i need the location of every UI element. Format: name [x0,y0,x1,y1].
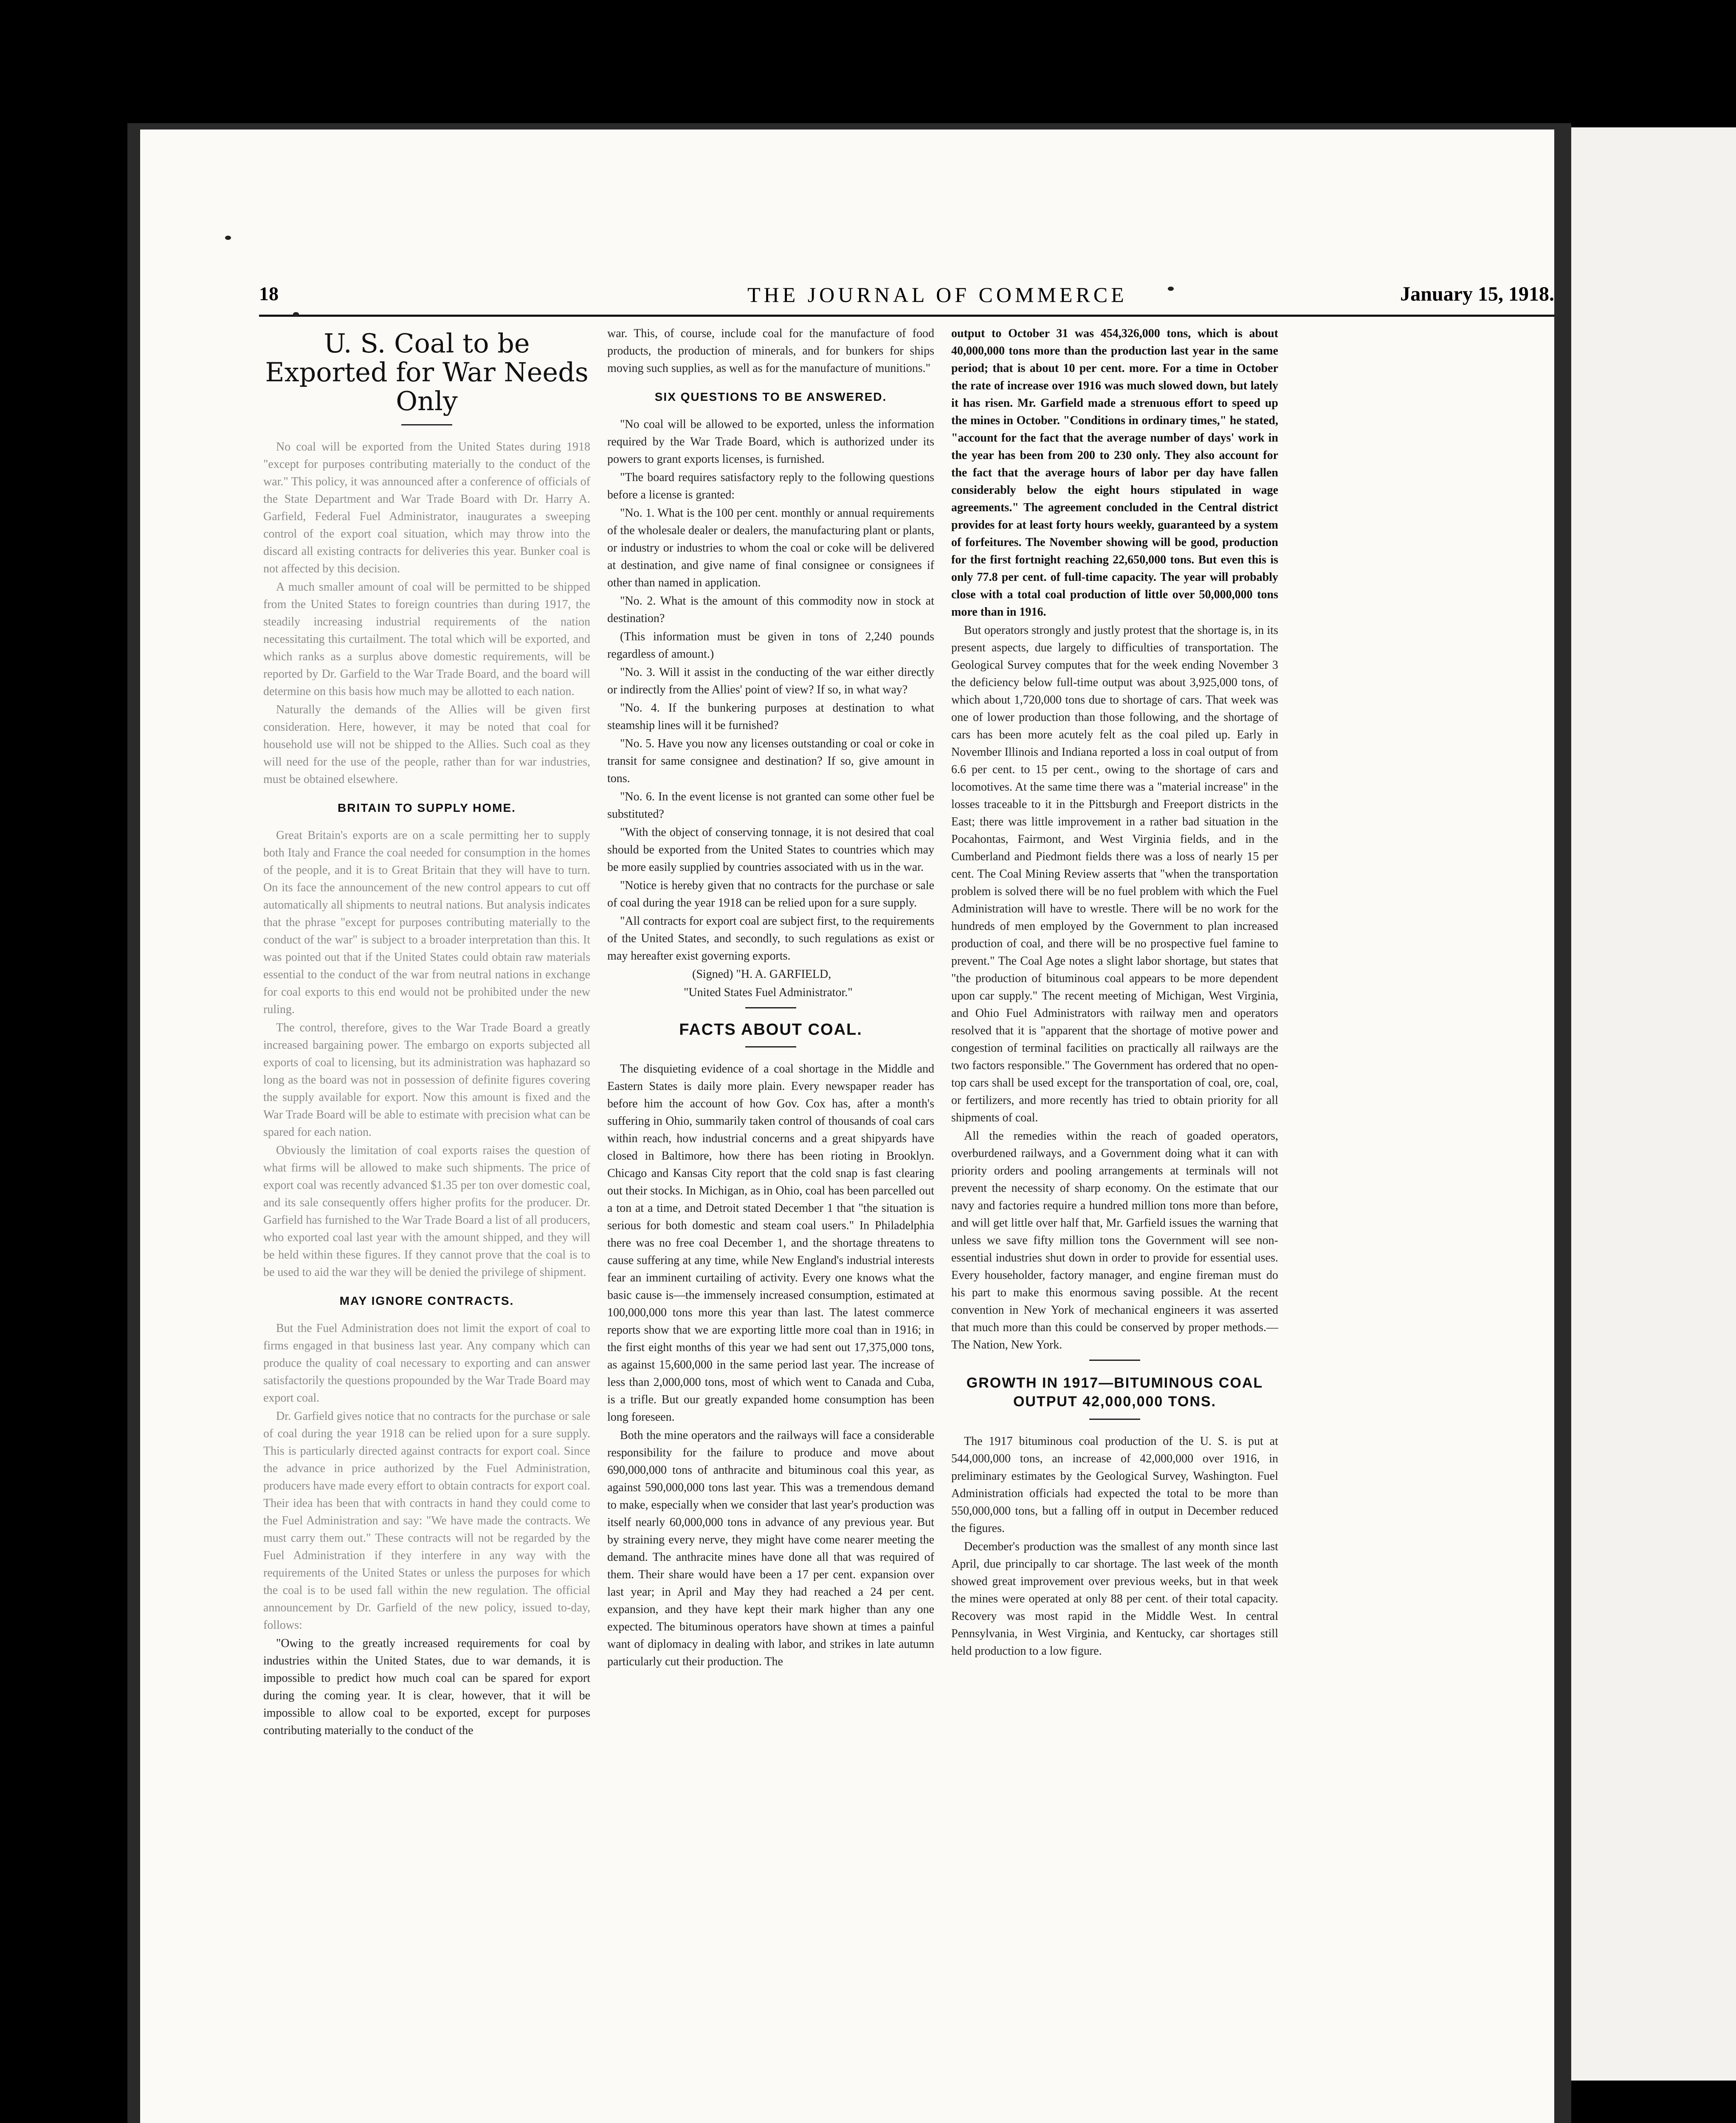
article-headline: FACTS ABOUT COAL. [679,1021,862,1039]
article-body [607,1060,934,1670]
paragraph: No coal will be exported from the United States during 1918 "except for purposes contributing materially to the conduct of the war." This policy, it was announced after a conference of officials of the State Department and War Trade Board with Dr. Harry A. Garfield, Federal Fuel Administrator, inaugurates a sweeping control of the export coal situation, which may throw into the discard all existing contracts for deliveries this year. Bunker coal is not affected by this decision. [263,440,590,575]
paragraph: "Notice is hereby given that no contracts for the purchase or sale of coal during the year 1918 can be relied upon for a sure supply. [607,879,934,909]
newspaper-page [140,130,1554,2123]
paragraph: "No. 2. What is the amount of this commodity now in stock at destination? [607,594,934,625]
signature: (Signed) "H. A. GARFIELD, [692,968,831,981]
paragraph: Both the mine operators and the railways will face a considerable responsibility for the failure to produce and move about 690,000,000 tons of anthracite and bituminous coal this year, as against 590,000,000 tons last year. This was a tremendous demand to make, especially when we consider that last year's production was itself nearly 60,000,000 tons in advance of any previous year. But by straining every nerve, they might have come nearer meeting the demand. The anthracite mines have done all that was required of them. Their share would have been a 17 per cent. expansion over last year; in April and May they had reached a 24 per cent. expansion, and they have kept their mark higher than any one expected. The bituminous operators have shown at times a painful want of diplomacy in dealing with labor, and strikes in late autumn particularly cut their production. The [607,1429,934,1668]
headline-rule [401,424,452,425]
paragraph: "No. 3. Will it assist in the conducting of the war either directly or indirectly from the Allies' point of view? If so, in what way? [607,666,934,696]
paragraph: December's production was the smallest of any month since last April, due principally to car shortage. The last week of the month showed great improvement over previous weeks, but in that week the mines were operated at only 88 per cent. of their total capacity. Recovery was most rapid in the Middle West. In central Pennsylvania, in West Virginia, and Kentucky, car shortages still held production to a low figure. [951,1540,1278,1658]
paragraph: (This information must be given in tons of 2,240 pounds regardless of amount.) [607,630,934,661]
dust-speck [293,312,299,316]
masthead: THE JOURNAL OF COMMERCE [747,283,1127,307]
paragraph: "No. 1. What is the 100 per cent. monthly or annual requirements of the wholesale dealer or dealers, the manufacturing plant or plants, or industry or industries to whom the coal or coke will be delivered at destination, and give name of final consignee or consignees if other than named in application. [607,507,934,589]
paragraph: But the Fuel Administration does not limit the export of coal to firms engaged in that business last year. Any company which can produce the quality of coal necessary to exporting and can answer satisfactorily the questions propounded by the War Trade Board may export coal. [263,1322,590,1405]
headline-rule [745,1046,796,1047]
article-body [263,1320,590,1739]
article-body [951,1433,1278,1660]
header-rule [259,315,1554,317]
dust-speck [1168,287,1174,291]
paragraph: A much smaller amount of coal will be permitted to be shipped from the United States to foreign countries than during 1917, the steadily increasing industrial requirements of the nation necessitating this curtailment. The total which will be exported, and which ranks as a surplus above domestic requirements, will be reported by Dr. Garfield to the War Trade Board, and the board will determine on this basis how much may be allotted to each nation. [263,580,590,698]
paragraph: But operators strongly and justly protest that the shortage is, in its present aspects, due largely to difficulties of transportation. The Geological Survey computes that for the week ending November 3 the deficiency below full-time output was about 3,925,000 tons, of which about 1,720,000 tons due to shortage of cars. That week was one of lower production than those following, and the shortage of cars has been more acutely felt as the coal piled up. Early in November Illinois and Indiana reported a loss in coal output of from 6.6 per cent. to 15 per cent., owing to the shortage of cars and locomotives. At the same time there was a "material increase" in the losses traceable to it in the Pittsburgh and Freeport districts in the East; there was little improvement in a rather bad situation in the Pocahontas, Fairmont, and West Virginia fields, and in the Cumberland and Piedmont fields there was a loss of nearly 15 per cent. The Coal Mining Review asserts that "when the transportation problem is solved there will be no fuel problem with which the Fuel Administration will have to wrestle. There will be no work for the hundreds of men employed by the Government to plan increased production of coal, and there will be no prospective fuel famine to prevent." The Coal Age notes a slight labor shortage, but states that "the production of bituminous coal appears to be more dependent upon car supply." The recent meeting of Michigan, West Virginia, and Ohio Fuel Administrators with railway men and operators resolved that it is "apparent that the shortage of motive power and congestion of terminal facilities on practically all railways are the two factors responsible." The Government has ordered that no open-top cars shall be used except for the transportation of coal, ore, coal, or fertilizers, and more recently has tried to obtain priority for all shipments of coal. [951,624,1278,1124]
article-body [951,325,1278,621]
article-body [263,438,590,788]
paragraph: Great Britain's exports are on a scale permitting her to supply both Italy and France the coal needed for consumption in the homes of the people, and it is to Great Britain that they will have to turn. On its face the announcement of the new control appears to cut off automatically all shipments to neutral nations. But analysis indicates that the phrase "except for purposes contributing materially to the conduct of the war" is subject to a broader interpretation than this. It was pointed out that if the United States could obtain raw materials essential to the conduct of the war from neutral nations in exchange for coal exports to this end would not be prohibited under the new ruling. [263,829,590,1016]
signature-title: "United States Fuel Administrator." [684,986,853,999]
page-number: 18 [259,283,279,304]
paragraph: All the remedies within the reach of goaded operators, overburdened railways, and a Government doing what it can with priority orders and pooling arrangements at terminals will not prevent the necessity of sharp economy. On the estimate that our navy and factories require a hundred million tons more than before, and will get little over half that, Mr. Garfield issues the warning that unless we save fifty million tons the Government will see non-essential industries shut down in order to provide for essential uses. Every householder, factory manager, and engine fireman must do his part to make this enormous saving possible. At the recent convention in New York of mechanical engineers it was asserted that much more than this could be conserved by proper methods.—The Nation, New York. [951,1129,1278,1352]
paragraph: "No. 6. In the event license is not granted can some other fuel be substituted? [607,790,934,821]
paragraph: "No. 4. If the bunkering purposes at destination to what steamship lines will it be furnished? [607,701,934,732]
article-body [263,827,590,1281]
paragraph: Obviously the limitation of coal exports raises the question of what firms will be allowed to make such shipments. The price of export coal was recently advanced $1.35 per ton over domestic coal, and its sale consequently offers higher profits for the producer. Dr. Garfield has furnished to the War Trade Board a list of all producers, who exported coal last year with the amount shipped, and they will be held within these figures. If they cannot prove that the coal is to be used to aid the war they will be denied the privilege of shipment. [263,1144,590,1279]
article-body [951,622,1278,1354]
headline-rule [1089,1419,1140,1420]
article-headline: GROWTH IN 1917—BITUMINOUS COAL OUTPUT 42,000,000 TONS. [966,1375,1263,1410]
section-rule [1089,1360,1140,1361]
paragraph: output to October 31 was 454,326,000 tons, which is about 40,000,000 tons more than the production last year in the same period; that is about 10 per cent. more. For a time in October the rate of increase over 1916 was much slowed down, but lately it has risen. Mr. Garfield made a strenuous effort to speed up the mines in October. "Conditions in ordinary times," he stated, "account for the fact that the average number of days' work in the year has been from 200 to 230 only. They also account for the fact that the average hours of labor per day have fallen considerably below the eight hours stipulated in wage agreements." The agreement concluded in the Central district provides for at least forty hours weekly, guaranteed by a system of forfeitures. The November showing will be good, production for the first fortnight reaching 22,650,000 tons. But even this is only 77.8 per cent. of full-time capacity. The year will probably close with a total coal production of little over 50,000,000 tons more than in 1916. [951,327,1278,619]
dust-speck [225,236,231,240]
section-rule [745,1007,796,1008]
paragraph: "All contracts for export coal are subject first, to the requirements of the United States, and secondly, to such regulations as exist or may hereafter exist governing exports. [607,915,934,963]
subheading: MAY IGNORE CONTRACTS. [339,1294,514,1307]
paragraph: The control, therefore, gives to the War Trade Board a greatly increased bargaining power. The embargo on exports subjected all exports of coal to licensing, but its administration was haphazard so long as the board was not in possession of definite figures covering the supply available for export. Now this amount is fixed and the War Trade Board will be able to estimate with precision what can be spared for each nation. [263,1021,590,1139]
paragraph: Naturally the demands of the Allies will be given first consideration. Here, however, it may be noted that coal for household use will not be shipped to the Allies. Such coal as they will need for the use of the people, rather than for war industries, must be obtained elsewhere. [263,703,590,786]
column-2 [607,325,934,1671]
subheading: BRITAIN TO SUPPLY HOME. [338,801,516,814]
paragraph: "No coal will be allowed to be exported, unless the information required by the War Trade Board, which is authorized under its powers to grant exports licenses, is furnished. [607,418,934,466]
issue-date: January 15, 1918. [1400,283,1554,305]
column-1 [263,325,590,1740]
paragraph: Dr. Garfield gives notice that no contracts for the purchase or sale of coal during the year 1918 can be relied upon for a sure supply. This is particularly directed against contracts for export coal. Since the advance in price authorized by the Fuel Administration, producers have made every effort to obtain contracts for export coal. Their idea has been that with contracts in hand they could come to the Fuel Administration and say: "We have made the contracts. We must carry them out." These contracts will not be regarded by the Fuel Administration if they interfere in any way with the requirements of the United States or unless the purposes for which the coal is to be used fall within the new regulation. The official announcement by Dr. Garfield of the new policy, issued to-day, follows: [263,1410,590,1632]
paragraph: The disquieting evidence of a coal shortage in the Middle and Eastern States is daily more plain. Every newspaper reader has before him the account of how Gov. Cox has, after a month's suffering in Ohio, summarily taken control of thousands of coal cars within reach, how industrial concerns and a great shipyards have closed in Baltimore, how there has been rioting in Brooklyn. Chicago and Kansas City report that the cold snap is fast clearing out their stocks. In Michigan, as in Ohio, coal has been parcelled out a ton at a time, and Detroit stated December 1 that "the situation is serious for both domestic and steam coal users." In Philadelphia there was no free coal December 1, and the shortage threatens to cause suffering at any time, while New England's industrial interests fear an imminent curtailing of activity. Every one knows what the basic cause is—the immensely increased consumption, estimated at 100,000,000 tons more this year than last. The latest commerce reports show that we are exporting little more coal than in 1916; in the first eight months of this year we had sent out 17,375,000 tons, as against 15,600,000 in the same period last year. The increase of less than 2,000,000 tons, most of which went to Canada and Cuba, is a trifle. But our greatly expanded home consumption has been long foreseen. [607,1062,934,1424]
paragraph: The 1917 bituminous coal production of the U. S. is put at 544,000,000 tons, an increase of 42,000,000 over 1916, in preliminary estimates by the Geological Survey, Washington. Fuel Administration officials had expected the total to be more than 550,000,000 tons, but a falling off in output in December reduced the figures. [951,1435,1278,1535]
article-headline: U. S. Coal to be Exported for War Needs Only [265,328,589,417]
paragraph: "With the object of conserving tonnage, it is not desired that coal should be exported from the United States to countries which may be more easily supplied by countries associated with us in the war. [607,826,934,874]
subheading: SIX QUESTIONS TO BE ANSWERED. [654,390,887,403]
paragraph: "No. 5. Have you now any licenses outstanding or coal or coke in transit for same consignee and destination? If so, give amount in tons. [607,737,934,785]
column-3 [951,325,1278,1661]
paragraph: "Owing to the greatly increased requirements for coal by industries within the United States, due to war demands, it is impossible to predict how much coal can be spared for export during the coming year. It is clear, however, that it will be impossible to allow coal to be exported, except for purposes contributing materially to the conduct of the [263,1637,590,1737]
article-body [607,416,934,1001]
page-header [259,282,1554,316]
adjacent-page [1571,127,1736,2081]
paragraph: "The board requires satisfactory reply to the following questions before a license is granted: [607,471,934,501]
paragraph: war. This, of course, include coal for the manufacture of food products, the production of minerals, and for bunkers for ships moving such supplies, as well as for the manufacture of munitions." [607,327,934,375]
